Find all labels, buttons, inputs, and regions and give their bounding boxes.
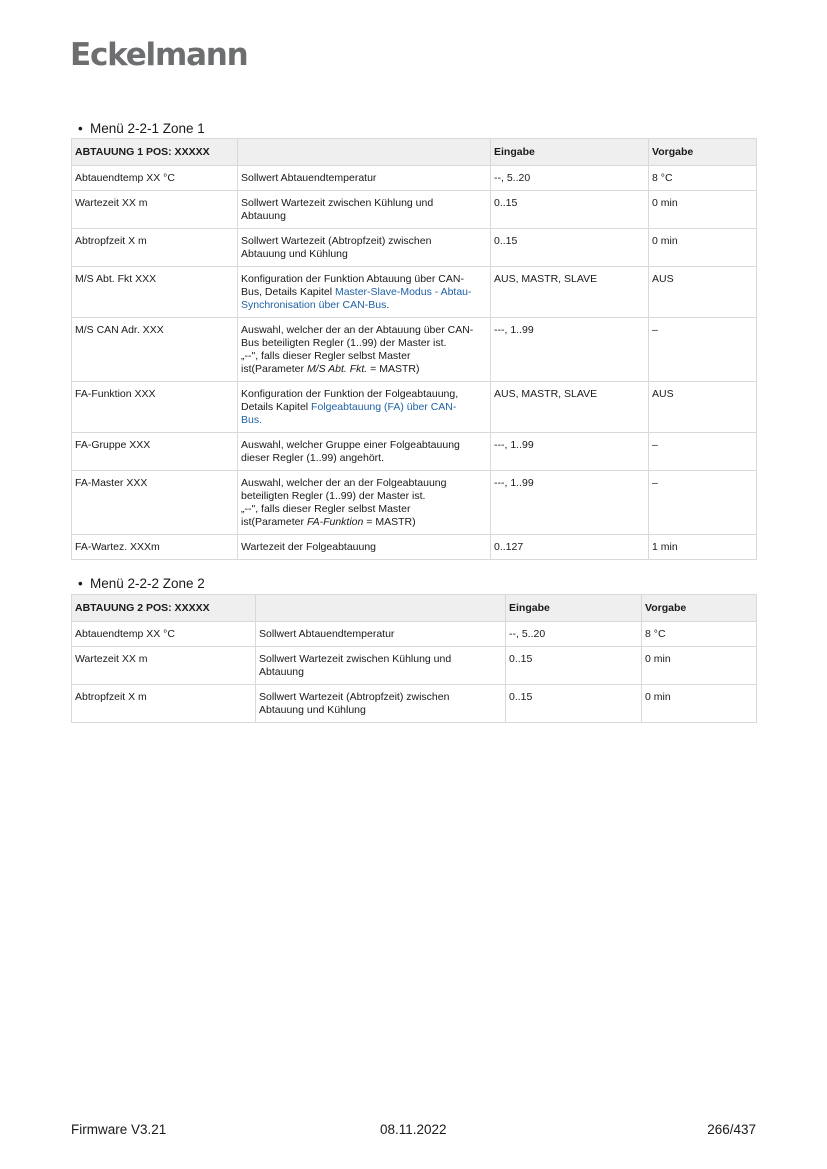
description-cell: Auswahl, welcher Gruppe einer Folgeabtauung dieser Regler (1..99) angehört. (238, 433, 491, 471)
input-cell: 0..15 (506, 685, 642, 723)
param-cell: FA-Gruppe XXX (72, 433, 238, 471)
parameter-table-zone2 (71, 594, 757, 723)
input-cell: ---, 1..99 (491, 471, 649, 535)
input-cell: ---, 1..99 (491, 318, 649, 382)
default-cell: 0 min (649, 229, 757, 267)
param-cell: FA-Funktion XXX (72, 382, 238, 433)
param-cell: Wartezeit XX m (72, 191, 238, 229)
description-cell: Konfiguration der Funktion der Folgeabtauung, Details Kapitel Folgeabtauung (FA) über CAN- Bus. (238, 382, 491, 433)
default-cell: 1 min (649, 535, 757, 560)
description-cell: Wartezeit der Folgeabtauung (238, 535, 491, 560)
section-title-zone1 (78, 121, 205, 136)
table-row (72, 535, 757, 560)
input-cell: 0..15 (506, 647, 642, 685)
table-row (72, 647, 757, 685)
eckelmann-logo: Eckelmann (70, 37, 248, 73)
description-cell: Auswahl, welcher der an der Folgeabtauung beteiligten Regler (1..99) der Master ist. „--", falls dieser Regler selbst Master ist(Parameter FA-Funktion = MASTR) (238, 471, 491, 535)
param-cell: Abtropfzeit X m (72, 685, 256, 723)
table-row (72, 318, 757, 382)
description-cell: Sollwert Wartezeit zwischen Kühlung und Abtauung (238, 191, 491, 229)
table-row (72, 229, 757, 267)
default-cell: 0 min (649, 191, 757, 229)
footer-page-number: 266/437 (707, 1122, 756, 1137)
input-cell: --, 5..20 (491, 166, 649, 191)
table-row (72, 685, 757, 723)
description-cell: Sollwert Abtauendtemperatur (238, 166, 491, 191)
default-cell: AUS (649, 382, 757, 433)
table-header-row (72, 139, 757, 166)
input-cell: 0..15 (491, 191, 649, 229)
parameter-table-zone1 (71, 138, 757, 560)
input-cell: --, 5..20 (506, 622, 642, 647)
bullet-icon: • (78, 121, 83, 136)
table-row (72, 433, 757, 471)
input-cell: 0..127 (491, 535, 649, 560)
param-cell: FA-Wartez. XXXm (72, 535, 238, 560)
bullet-icon: • (78, 576, 83, 591)
description-cell: Sollwert Wartezeit (Abtropfzeit) zwischen Abtauung und Kühlung (256, 685, 506, 723)
table-row (72, 166, 757, 191)
description-cell: Konfiguration der Funktion Abtauung über CAN- Bus, Details Kapitel Master-Slave-Modus - Abtau- Synchronisation über CAN-Bus. (238, 267, 491, 318)
param-cell: M/S Abt. Fkt XXX (72, 267, 238, 318)
table-row (72, 191, 757, 229)
link-folgeabtauung[interactable]: Folgeabtauung (FA) über CAN- Bus. (241, 401, 457, 426)
header-cell: Eingabe (491, 139, 649, 166)
default-cell: 8 °C (649, 166, 757, 191)
param-cell: Abtauendtemp XX °C (72, 622, 256, 647)
table-header-row (72, 595, 757, 622)
table-row (72, 471, 757, 535)
input-cell: 0..15 (491, 229, 649, 267)
description-cell: Auswahl, welcher der an der Abtauung über CAN- Bus beteiligten Regler (1..99) der Master ist. „--", falls dieser Regler selbst Master ist(Parameter M/S Abt. Fkt. = MASTR) (238, 318, 491, 382)
header-cell: ABTAUUNG 2 POS: XXXXX (72, 595, 256, 622)
section-title-zone2-text: Menü 2-2-2 Zone 2 (90, 576, 205, 591)
default-cell: 0 min (642, 647, 757, 685)
header-cell: Vorgabe (642, 595, 757, 622)
param-cell: M/S CAN Adr. XXX (72, 318, 238, 382)
param-cell: Abtauendtemp XX °C (72, 166, 238, 191)
description-cell: Sollwert Abtauendtemperatur (256, 622, 506, 647)
default-cell: – (649, 471, 757, 535)
param-cell: Wartezeit XX m (72, 647, 256, 685)
header-cell (256, 595, 506, 622)
header-cell: ABTAUUNG 1 POS: XXXXX (72, 139, 238, 166)
default-cell: – (649, 318, 757, 382)
description-cell: Sollwert Wartezeit zwischen Kühlung und Abtauung (256, 647, 506, 685)
default-cell: – (649, 433, 757, 471)
header-cell: Vorgabe (649, 139, 757, 166)
input-cell: ---, 1..99 (491, 433, 649, 471)
default-cell: 0 min (642, 685, 757, 723)
table-row (72, 622, 757, 647)
header-cell (238, 139, 491, 166)
section-title-zone2 (78, 576, 205, 591)
param-cell: Abtropfzeit X m (72, 229, 238, 267)
section-title-zone1-text: Menü 2-2-1 Zone 1 (90, 121, 205, 136)
description-cell: Sollwert Wartezeit (Abtropfzeit) zwischen Abtauung und Kühlung (238, 229, 491, 267)
link-master-slave[interactable]: Master-Slave-Modus - Abtau- Synchronisation über CAN-Bus (241, 286, 472, 311)
default-cell: AUS (649, 267, 757, 318)
table-row (72, 382, 757, 433)
default-cell: 8 °C (642, 622, 757, 647)
footer-date: 08.11.2022 (380, 1122, 447, 1137)
table-row (72, 267, 757, 318)
input-cell: AUS, MASTR, SLAVE (491, 382, 649, 433)
footer-firmware: Firmware V3.21 (71, 1122, 167, 1137)
header-cell: Eingabe (506, 595, 642, 622)
input-cell: AUS, MASTR, SLAVE (491, 267, 649, 318)
param-cell: FA-Master XXX (72, 471, 238, 535)
